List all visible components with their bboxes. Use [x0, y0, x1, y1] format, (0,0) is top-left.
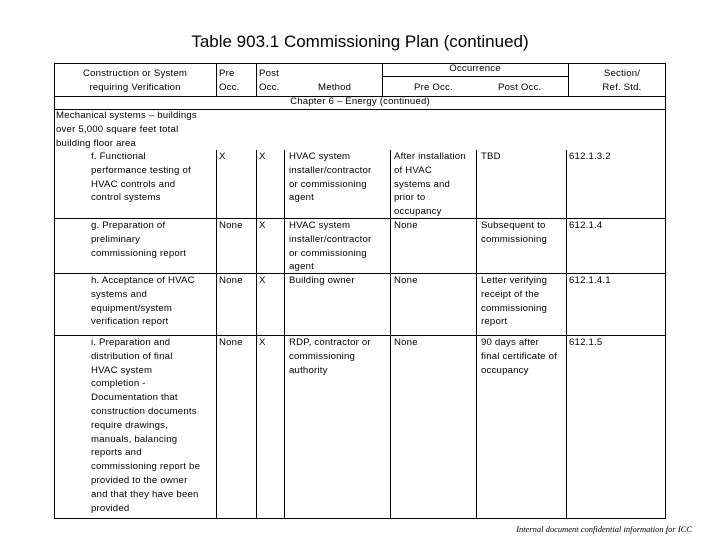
row-g-section: 612.1.4 — [569, 220, 603, 231]
row-h-method: Building owner — [289, 275, 355, 286]
row-f-section: 612.1.3.2 — [569, 151, 611, 162]
row-f-post: X — [259, 151, 266, 162]
col-divider — [256, 63, 257, 96]
row-f-item: f. Functional performance testing of HVAC controls and control systems — [91, 151, 191, 204]
header-method: Method — [318, 82, 352, 93]
row-g-method: HVAC system installer/contractor or commissioning agent — [289, 220, 372, 273]
row-h-pre: None — [219, 275, 243, 286]
row-h-occ-pre: None — [394, 275, 418, 286]
header-section: Section/ Ref. Std. — [602, 68, 642, 93]
row-g-post: X — [259, 220, 266, 231]
row-g-occ-post: Subsequent to commissioning — [481, 220, 548, 245]
group-label: Mechanical systems – buildings over 5,000 square feet total building floor area — [56, 110, 197, 149]
header-pre-occ: Pre Occ. — [219, 68, 240, 93]
header-occ-pre: Pre Occ. — [414, 82, 453, 93]
row-i-method: RDP, contractor or commissioning authority — [289, 337, 371, 376]
row-i-occ-post: 90 days after final certificate of occupancy — [481, 337, 557, 376]
row-i-item: i. Preparation and distribution of final HVAC system completion - Documentation that construction documents require drawings, manuals, balancing reports and commissioning report be provided to the owner and that they have been provided — [91, 337, 201, 514]
row-i-post: X — [259, 337, 266, 348]
header-construction: Construction or System requiring Verification — [82, 68, 188, 93]
row-i-occ-pre: None — [394, 337, 418, 348]
row-h-section: 612.1.4.1 — [569, 275, 611, 286]
chapter-label: Chapter 6 – Energy (continued) — [290, 96, 430, 107]
row-g-item: g. Preparation of preliminary commissioning report — [91, 220, 187, 259]
col-divider — [568, 63, 569, 96]
header-occ-post: Post Occ. — [498, 82, 542, 93]
row-f-occ-post: TBD — [481, 151, 501, 162]
page-title: Table 903.1 Commissioning Plan (continued) — [191, 32, 529, 51]
row-i-section: 612.1.5 — [569, 337, 603, 348]
row-i-pre: None — [219, 337, 243, 348]
header-occurrence: Occurrence — [449, 63, 501, 74]
row-h-occ-post: Letter verifying receipt of the commissioning report — [481, 275, 548, 328]
row-h-post: X — [259, 275, 266, 286]
footer-note: Internal document confidential information for ICC — [516, 524, 692, 534]
occurrence-divider — [382, 76, 568, 77]
row-f-pre: X — [219, 151, 226, 162]
row-f-method: HVAC system installer/contractor or commissioning agent — [289, 151, 372, 204]
col-divider — [216, 63, 217, 96]
row-f-occ-pre: After installation of HVAC systems and prior to occupancy — [394, 151, 466, 218]
row-g-pre: None — [219, 220, 243, 231]
row-h-item: h. Acceptance of HVAC systems and equipment/system verification report — [91, 275, 195, 328]
header-post-occ: Post Occ. — [259, 68, 280, 93]
row-g-occ-pre: None — [394, 220, 418, 231]
